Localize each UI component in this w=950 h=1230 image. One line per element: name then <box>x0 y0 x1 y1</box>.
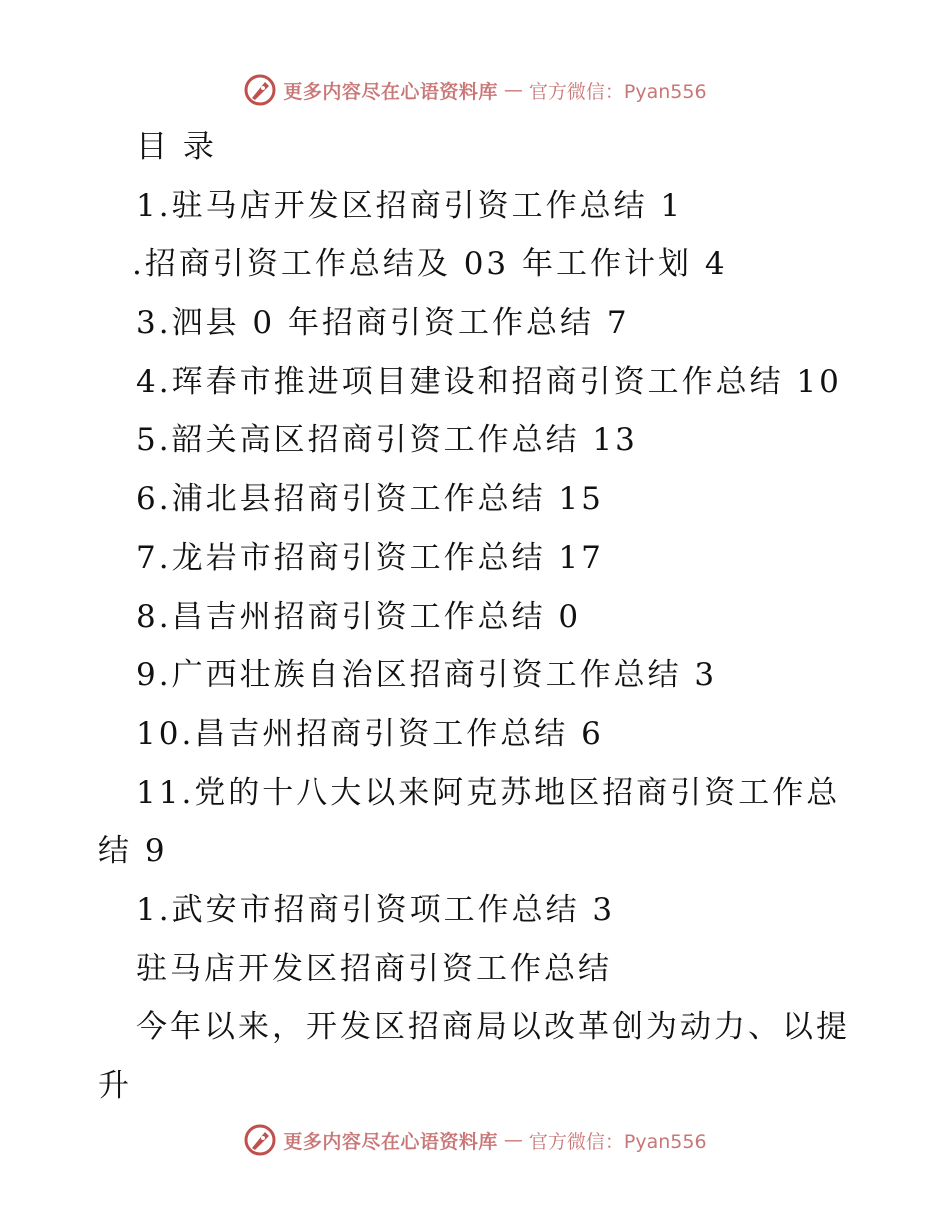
banner-separator: — <box>503 1129 523 1151</box>
paragraph-line-2: 升 <box>98 1068 132 1104</box>
paragraph-line-1: 今年以来，开发区招商局以改革创为动力、以提 <box>136 1009 850 1046</box>
banner-separator: — <box>503 79 523 101</box>
banner-library-text: 更多内容尽在心语资料库 <box>283 80 498 103</box>
footer-banner <box>0 1120 950 1160</box>
toc-item-7: 7.龙岩市招商引资工作总结 17 <box>136 539 604 576</box>
banner-wechat-text: 官方微信：Pyan556 <box>528 80 707 103</box>
header-banner <box>0 70 950 110</box>
toc-item-4: 4.珲春市推进项目建设和招商引资工作总结 10 <box>136 363 842 400</box>
toc-item-6: 6.浦北县招商引资工作总结 15 <box>136 481 604 518</box>
toc-item-12: 1.武安市招商引资项工作总结 3 <box>136 891 616 928</box>
section-title: 驻马店开发区招商引资工作总结 <box>136 950 612 987</box>
toc-item-9: 9.广西壮族自治区招商引资工作总结 3 <box>136 657 718 694</box>
toc-item-1: 1.驻马店开发区招商引资工作总结 1 <box>136 187 684 224</box>
banner-library-text: 更多内容尽在心语资料库 <box>283 1130 498 1153</box>
toc-item-8: 8.昌吉州招商引资工作总结 0 <box>136 598 582 635</box>
toc-title: 目 录 <box>136 129 217 165</box>
toc-item-2: .招商引资工作总结及 03 年工作计划 4 <box>132 246 728 283</box>
toc-item-11-line1: 11.党的十八大以来阿克苏地区招商引资工作总 <box>136 774 841 811</box>
pen-nib-circle-icon <box>243 1123 277 1157</box>
toc-item-5: 5.韶关高区招商引资工作总结 13 <box>136 422 638 459</box>
toc-item-11-line2: 结 9 <box>98 833 168 870</box>
document-body <box>98 118 868 1116</box>
toc-item-3: 3.泗县 0 年招商引资工作总结 7 <box>136 305 630 342</box>
banner-wechat-text: 官方微信：Pyan556 <box>528 1130 707 1153</box>
toc-item-10: 10.昌吉州招商引资工作总结 6 <box>136 715 604 752</box>
pen-nib-circle-icon <box>243 73 277 107</box>
